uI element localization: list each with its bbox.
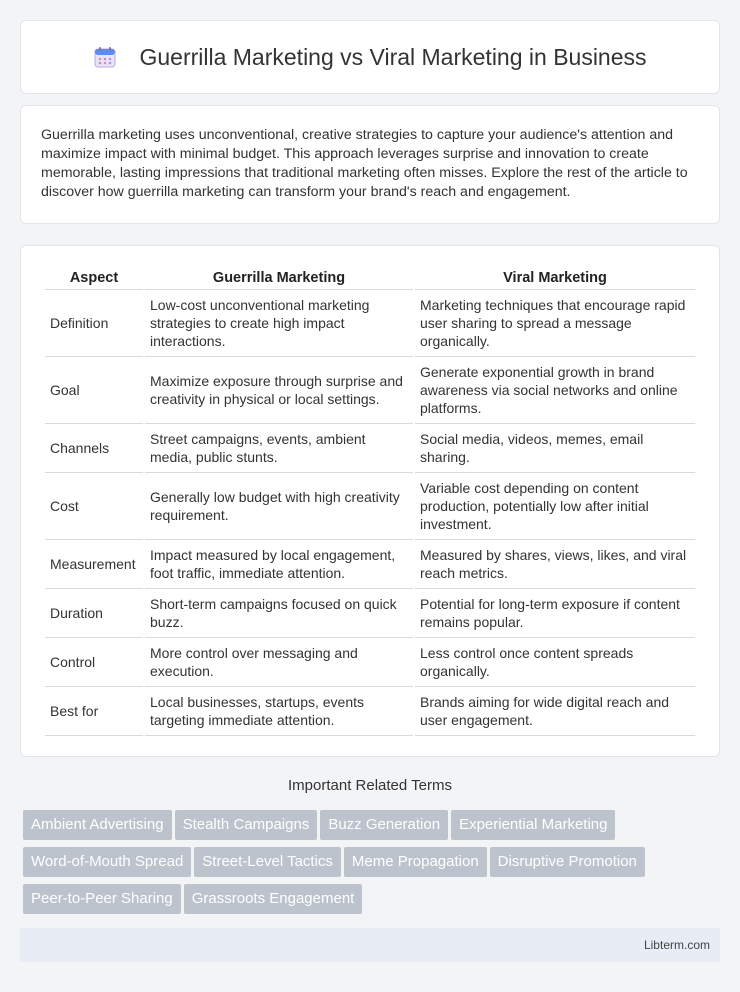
related-term-tag[interactable]: Street-Level Tactics: [194, 847, 341, 877]
comparison-card: [20, 245, 720, 757]
row-aspect: Goal: [45, 357, 143, 424]
comparison-table: [43, 264, 697, 736]
related-terms-title: Important Related Terms: [288, 777, 452, 794]
row-guerrilla: Low-cost unconventional marketing strategies to create high impact interactions.: [145, 290, 413, 357]
row-aspect: Control: [45, 638, 143, 687]
row-guerrilla: Local businesses, startups, events targeting immediate attention.: [145, 687, 413, 736]
row-viral: Measured by shares, views, likes, and viral reach metrics.: [415, 540, 695, 589]
row-aspect: Channels: [45, 424, 143, 473]
table-row: [45, 290, 695, 357]
related-term-tag[interactable]: Ambient Advertising: [23, 810, 172, 840]
table-row: [45, 540, 695, 589]
row-viral: Variable cost depending on content production, potentially low after initial investment.: [415, 473, 695, 540]
row-aspect: Definition: [45, 290, 143, 357]
row-guerrilla: Street campaigns, events, ambient media, public stunts.: [145, 424, 413, 473]
row-aspect: Duration: [45, 589, 143, 638]
row-viral: Generate exponential growth in brand awareness via social networks and online platforms.: [415, 357, 695, 424]
row-aspect: Measurement: [45, 540, 143, 589]
calendar-icon: [93, 45, 117, 69]
footer-site-link[interactable]: Libterm.com: [643, 938, 710, 952]
table-row: [45, 424, 695, 473]
row-viral: Marketing techniques that encourage rapid user sharing to spread a message organically.: [415, 290, 695, 357]
related-term-tag[interactable]: Grassroots Engagement: [184, 884, 363, 914]
related-term-tag[interactable]: Experiential Marketing: [451, 810, 615, 840]
row-viral: Less control once content spreads organically.: [415, 638, 695, 687]
table-row: [45, 357, 695, 424]
row-viral: Potential for long-term exposure if content remains popular.: [415, 589, 695, 638]
intro-card: [20, 105, 720, 224]
table-row: [45, 687, 695, 736]
related-term-tag[interactable]: Stealth Campaigns: [175, 810, 318, 840]
row-viral: Brands aiming for wide digital reach and user engagement.: [415, 687, 695, 736]
footer: [20, 928, 720, 962]
row-aspect: Best for: [45, 687, 143, 736]
row-guerrilla: Impact measured by local engagement, foot traffic, immediate attention.: [145, 540, 413, 589]
page-title: Guerrilla Marketing vs Viral Marketing in Business: [139, 43, 647, 70]
table-header-row: [45, 264, 695, 290]
related-term-tag[interactable]: Peer-to-Peer Sharing: [23, 884, 181, 914]
header-guerrilla: Guerrilla Marketing: [145, 264, 413, 290]
title-card: [20, 20, 720, 94]
row-guerrilla: Maximize exposure through surprise and creativity in physical or local settings.: [145, 357, 413, 424]
related-term-tag[interactable]: Meme Propagation: [344, 847, 487, 877]
row-guerrilla: More control over messaging and execution.: [145, 638, 413, 687]
table-row: [45, 473, 695, 540]
row-guerrilla: Short-term campaigns focused on quick buzz.: [145, 589, 413, 638]
header-viral: Viral Marketing: [415, 264, 695, 290]
header-aspect: Aspect: [45, 264, 143, 290]
related-term-tag[interactable]: Disruptive Promotion: [490, 847, 645, 877]
related-terms-list: [23, 810, 723, 921]
intro-text: Guerrilla marketing uses unconventional, creative strategies to capture your audience's attention and maximize impact with minimal budget. This approach leverages surprise and innovation to create memorable, lasting impressions that traditional marketing often misses. Explore the rest of the article to discover how guerrilla marketing can transform your brand's reach and engagement.: [41, 127, 688, 200]
row-aspect: Cost: [45, 473, 143, 540]
table-row: [45, 589, 695, 638]
row-guerrilla: Generally low budget with high creativity requirement.: [145, 473, 413, 540]
related-term-tag[interactable]: Buzz Generation: [320, 810, 448, 840]
row-viral: Social media, videos, memes, email sharing.: [415, 424, 695, 473]
table-row: [45, 638, 695, 687]
related-term-tag[interactable]: Word-of-Mouth Spread: [23, 847, 191, 877]
